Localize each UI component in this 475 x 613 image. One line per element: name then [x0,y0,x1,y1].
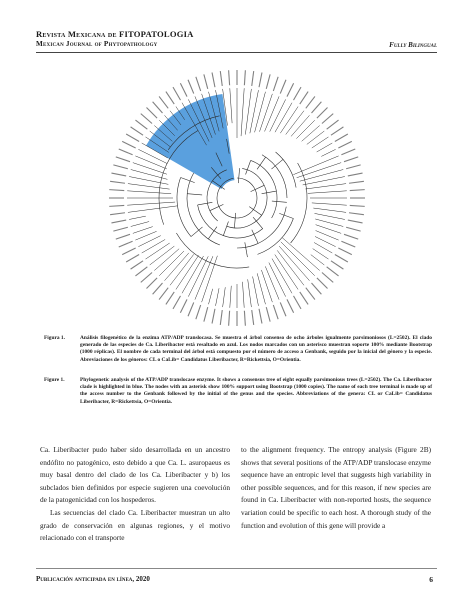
tree-branch [265,266,279,299]
tree-branch [296,120,314,138]
tree-branch [303,177,345,185]
tree-internal-branch [198,202,213,205]
tree-leaf-label-mark [229,311,230,326]
tree-branch [230,286,231,308]
tree-leaf-label-mark [244,70,245,85]
tree-branch [282,238,320,271]
caption-text-en: Phylogenetic analysis of the ATP/ADP translocase enzyme. It shows a consensus tree of eight equally parsimonious trees (L=2502). The Ca. Liberibacter clade is highlighted in blue. The nodes with an asterisk show 100% support using Bootstrap (1000 copies). The name of each tree terminal is made up of the access number to the Genbank followed by the initial of the genus and the species. Abbreviations of the genera: CL or CaLib= Candidatus Liberibacter, R=Rickettsia, O=Orientia. [80,377,432,405]
tree-leaf-label-mark [131,261,143,269]
tree-leaf-label-mark [327,267,339,276]
tree-internal-branch [257,157,266,169]
tree-leaf-label-mark [166,292,174,304]
tree-leaf-label-mark [116,234,130,239]
tree-branch [307,131,324,144]
tree-leaf-label-mark [119,149,133,155]
tree-leaf-label-mark [294,87,302,100]
tree-leaf-label-mark [122,248,135,255]
tree-leaf-label-mark [259,309,262,324]
tree-leaf-label-mark [119,241,133,247]
tree-leaf-label-mark [317,278,328,289]
tree-leaf-label-mark [204,74,208,88]
tree-leaf-label-mark [126,255,139,263]
tree-branch [150,246,175,265]
tree-leaf-label-mark [229,70,230,85]
tree-leaf-label-mark [141,114,152,124]
tree-branch [230,88,232,123]
tree-internal-arc [251,160,277,218]
bilingual-badge: Fully Bilingual [389,41,437,49]
tree-internal-branch [210,204,224,210]
tree-branch [260,94,273,132]
tree-leaf-label-mark [312,283,322,294]
tree-internal-branch [253,217,263,228]
tree-internal-arc [177,177,191,236]
tree-branch [261,270,272,302]
tree-branch [135,231,156,240]
tree-leaf-label-mark [113,227,127,231]
tree-branch [253,276,259,305]
tree-leaf-label-mark [312,102,322,113]
tree-branch [281,242,315,276]
tree-branch [188,256,208,296]
tree-leaf-label-mark [348,220,363,223]
tree-branch [255,92,266,133]
tree-leaf-label-mark [252,71,254,86]
tree-leaf-label-mark [173,296,181,309]
figure-caption-en [44,377,432,406]
tree-leaf-label-mark [300,292,308,304]
tree-leaf-label-mark [341,149,355,155]
tree-leaf-label-mark [180,299,187,312]
tree-internal-branch [234,213,235,228]
tree-branch [315,236,336,246]
tree-leaf-label-mark [349,181,364,183]
tree-internal-branch [262,191,277,194]
page-number: 6 [429,575,433,584]
tree-branch [127,202,175,205]
tree-leaf-label-mark [131,127,143,135]
tree-leaf-label-mark [180,83,187,96]
tree-leaf-label-mark [153,283,163,294]
tree-leaf-label-mark [341,241,355,247]
tree-leaf-label-mark [287,299,294,312]
tree-leaf-label-mark [331,127,343,135]
tree-branch [300,170,343,182]
tree-leaf-label-mark [111,220,126,223]
tree-leaf-label-mark [294,296,302,309]
tree-branch [133,227,153,234]
tree-leaf-label-mark [110,213,125,215]
journal-title-en: Mexican Journal of Phytopathology [36,40,158,48]
tree-leaf-label-mark [346,165,360,169]
tree-internal-branch [279,213,293,218]
tree-branch [291,115,309,136]
tree-leaf-label-mark [244,311,245,326]
tree-internal-branch [252,230,258,244]
tree-leaf-label-mark [259,72,262,87]
tree-leaf-label-mark [331,261,343,269]
tree-branch [223,287,226,307]
tree-leaf-label-mark [287,83,294,96]
journal-title-es: Revista Mexicana de FITOPATOLOGIA [36,29,194,39]
tree-leaf-label-mark [212,309,215,324]
tree-internal-branch [271,159,282,169]
tree-branch [245,89,251,135]
tree-leaf-label-mark [122,141,135,148]
tree-leaf-label-mark [322,114,333,124]
tree-branch [321,149,335,156]
tree-leaf-label-mark [110,181,125,183]
tree-branch [280,107,298,134]
tree-leaf-label-mark [280,80,286,94]
tree-leaf-label-mark [196,77,201,91]
tree-leaf-label-mark [306,96,315,108]
tree-leaf-label-mark [350,190,365,191]
tree-branch [317,143,333,152]
paragraph: Las secuencias del clado Ca. Liberibacter muestran un alto grado de conservación en algunas regiones, y el motivo relacionado con el transporte [40,507,230,543]
tree-branch [202,256,218,302]
tree-leaf-label-mark [344,157,358,162]
tree-internal-branch [246,160,251,174]
tree-branch [127,191,171,194]
tree-internal-branch [272,201,287,202]
tree-branch [129,177,168,185]
tree-branch [270,99,286,131]
tree-leaf-label-mark [196,305,201,319]
tree-leaf-label-mark [306,288,315,300]
tree-branch [133,163,167,175]
tree-leaf-label-mark [204,307,208,321]
tree-branch [250,90,259,133]
tree-leaf-label-mark [350,205,365,206]
tree-leaf-label-mark [135,120,147,129]
tree-leaf-label-mark [322,273,333,283]
tree-branch [275,255,298,290]
tree-branch [312,203,347,205]
tree-leaf-label-mark [146,278,157,289]
tree-branch [313,249,329,260]
tree-branch [277,250,304,285]
caption-text-es: Análisis filogenético de la enzima ATP/ADP translocasa. Se muestra el árbol consenso de ocho árboles igualmente parsimoniosos (L=2502). El clado generado de las especies de Ca. Liberibacter está resaltado en azul. Los nodos marcados con un asterisco muestran soporte 100% mediante Bootstrap (1000 réplicas). El nombre de cada terminal del árbol está compuesto por el número de acceso a Genbank, seguido por la inicial del género y la especie. Abreviaciones de los géneros: CL o CaLib= Candidatus Liberibacter, R=Rickettsia, O=Orientia. [80,335,432,363]
tree-leaf-label-mark [188,302,194,316]
tree-leaf-label-mark [266,74,270,88]
tree-leaf-label-mark [173,87,181,100]
tree-branch [241,88,244,136]
tree-leaf-label-mark [300,92,308,104]
tree-branch [209,289,213,304]
tree-leaf-label-mark [159,288,168,300]
tree-branch [293,156,338,175]
tree-leaf-label-mark [344,234,358,239]
tree-internal-branch [187,194,202,195]
tree-leaf-label-mark [349,213,364,215]
tree-branch [314,213,344,219]
tree-internal-branch [181,177,195,182]
tree-branch [286,111,304,135]
tree-leaf-label-mark [109,205,124,206]
tree-leaf-label-mark [273,305,278,319]
body-column-left [40,444,230,545]
tree-leaf-label-mark [335,255,348,263]
tree-leaf-label-mark [188,80,194,94]
tree-leaf-label-mark [220,71,222,86]
tree-internal-branch [245,242,248,257]
header-rule [36,52,437,53]
highlighted-clade-wedge [146,94,234,189]
paragraph: Ca. Liberibacter pudo haber sido desarrollada en un ancestro endófito no patogénico, esto debido a que Ca. L. asuropaeus es muy basal dentro del clado de los Ca. Liberibacter y b) los subclados bien definidos por especie sugieren una coevolución de la patogenicidad con los hospederos. [40,445,230,505]
tree-internal-branch [223,221,228,235]
tree-leaf-label-mark [346,227,360,231]
tree-branch [308,191,347,194]
tree-leaf-label-mark [109,190,124,191]
tree-branch [242,282,244,308]
tree-branch [311,255,324,265]
caption-number-es: Figura 1. [44,335,65,341]
tree-leaf-label-mark [220,310,222,325]
tree-leaf-label-mark [266,307,270,321]
tree-branch [302,125,320,141]
footer-rule [36,568,437,569]
tree-branch [131,222,149,227]
tree-branch [142,240,165,254]
tree-leaf-label-mark [153,102,163,113]
tree-leaf-label-mark [348,173,363,176]
tree-internal-branch [191,227,202,237]
tree-leaf-label-mark [280,302,286,316]
tree-leaf-label-mark [159,96,168,108]
tree-leaf-label-mark [111,173,126,176]
tree-internal-branch [249,207,261,216]
tree-branch [305,184,346,189]
tree-leaf-label-mark [135,267,147,276]
tree-branch [265,96,280,131]
tree-branch [146,243,170,259]
phylogenetic-tree-figure [72,58,402,328]
tree-branch [128,206,178,213]
tree-leaf-label-mark [317,107,328,118]
tree-leaf-label-mark [327,120,339,129]
caption-number-en: Figure 1. [44,377,65,383]
figure-caption-es [44,335,432,364]
tree-leaf-label-mark [146,107,157,118]
tree-branch [129,216,146,219]
tree-leaf-label-mark [113,165,127,169]
tree-leaf-label-mark [166,92,174,104]
tree-leaf-label-mark [116,157,130,162]
tree-branch [313,208,346,212]
tree-leaf-label-mark [212,72,215,87]
tree-branch [128,184,170,189]
tree-branch [216,288,220,306]
tree-leaf-label-mark [141,273,152,283]
tree-internal-branch [238,168,239,183]
tree-leaf-label-mark [273,77,278,91]
tree-branch [315,219,343,227]
tree-branch [248,279,252,307]
tree-branch [275,103,292,132]
tree-leaf-label-mark [335,134,348,142]
tree-internal-branch [251,185,265,191]
tree-leaf-label-mark [126,134,139,142]
tree-branch [135,156,166,169]
tree-leaf-label-mark [338,141,351,148]
footer-text: Publicación anticipada en línea, 2020 [36,575,150,583]
paragraph: to the alignment frequency. The entropy analysis (Figure 2B) shows that several positions of the ATP/ADP translocase enzyme sequence have an entropic level that suggests high variability in other possible sequences, and for this reason, if new species are found in Ca. Liberibacter with non-reported hosts, the sequence variation could be specific to each host. A thorough study of the function and evolution of this gene will provide a [241,445,431,530]
tree-leaf-label-mark [252,310,254,325]
body-column-right [241,444,431,532]
tree-internal-branch [208,227,217,239]
tree-leaf-label-mark [338,248,351,255]
tree-branch [279,246,309,281]
